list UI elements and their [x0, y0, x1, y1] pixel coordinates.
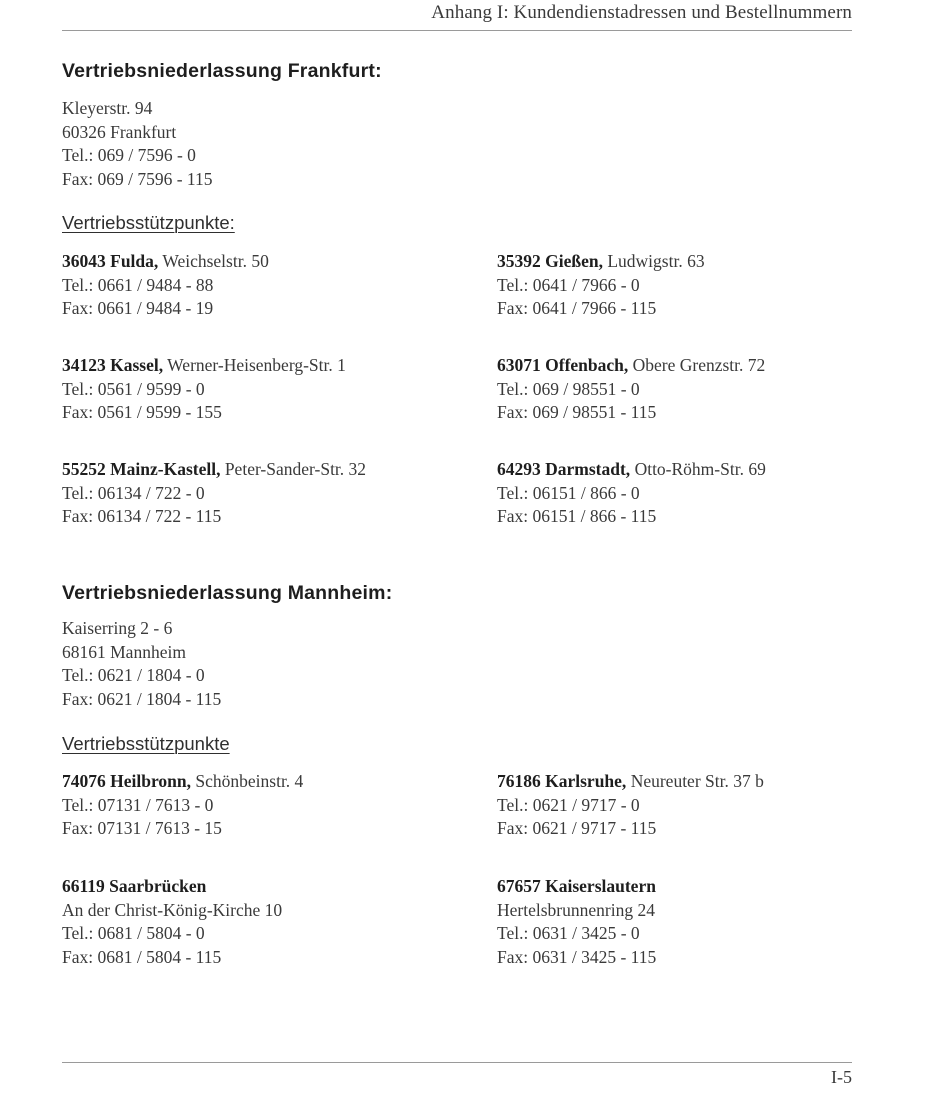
office-city: Saarbrücken	[109, 876, 207, 896]
office-city: Offenbach,	[545, 355, 629, 375]
office-phone: Tel.: 0661 / 9484 - 88	[62, 274, 214, 295]
office-fax: Fax: 0621 / 9717 - 115	[497, 818, 657, 838]
office-street: Peter-Sander-Str. 32	[220, 459, 367, 479]
office-plz: 55252	[62, 459, 106, 479]
office-kaiserslautern	[497, 875, 656, 969]
office-plz: 76186	[497, 771, 541, 791]
office-phone: Tel.: 0561 / 9599 - 0	[62, 378, 205, 399]
section-title-mannheim: Vertriebsniederlassung Mannheim:	[62, 582, 393, 604]
page-header: Anhang I: Kundendienstadressen und Bestellnummern	[431, 2, 852, 23]
office-phone: Tel.: 06151 / 866 - 0	[497, 482, 640, 503]
office-fax: Fax: 0631 / 3425 - 115	[497, 946, 657, 967]
office-plz: 66119	[62, 876, 105, 896]
office-plz: 63071	[497, 355, 541, 375]
office-city: Fulda,	[110, 251, 159, 271]
office-heilbronn	[62, 770, 303, 841]
city: 68161 Mannheim	[62, 641, 186, 662]
address-frankfurt	[62, 97, 213, 191]
office-street: Weichselstr. 50	[158, 251, 269, 271]
office-street: An der Christ-König-Kirche 10	[62, 899, 283, 920]
office-phone: Tel.: 0641 / 7966 - 0	[497, 274, 640, 295]
footer-rule	[62, 1062, 852, 1063]
office-plz: 64293	[497, 459, 541, 479]
office-plz: 36043	[62, 251, 106, 271]
address-mannheim	[62, 617, 221, 711]
office-kassel	[62, 354, 346, 425]
office-plz: 35392	[497, 251, 541, 271]
office-fax: Fax: 069 / 98551 - 115	[497, 402, 657, 422]
office-mainz-kastell	[62, 458, 366, 529]
city: 60326 Frankfurt	[62, 121, 177, 142]
office-plz: 34123	[62, 355, 106, 375]
office-phone: Tel.: 0631 / 3425 - 0	[497, 923, 640, 943]
phone: Tel.: 0621 / 1804 - 0	[62, 665, 205, 685]
street: Kaiserring 2 - 6	[62, 618, 173, 638]
office-phone: Tel.: 07131 / 7613 - 0	[62, 794, 214, 815]
office-city: Mainz-Kastell,	[110, 459, 221, 479]
office-plz: 67657	[497, 876, 541, 896]
header-rule	[62, 30, 852, 31]
fax: Fax: 069 / 7596 - 115	[62, 168, 213, 189]
office-phone: Tel.: 06134 / 722 - 0	[62, 482, 205, 503]
office-city: Darmstadt,	[545, 459, 631, 479]
office-giessen	[497, 250, 705, 321]
office-plz: 74076	[62, 771, 106, 791]
office-street: Schönbeinstr. 4	[191, 771, 304, 791]
office-offenbach	[497, 354, 765, 425]
office-fulda	[62, 250, 269, 321]
office-fax: Fax: 0641 / 7966 - 115	[497, 298, 657, 318]
subsection-title-frankfurt: Vertriebsstützpunkte:	[62, 212, 235, 233]
office-phone: Tel.: 0681 / 5804 - 0	[62, 923, 205, 943]
subsection-title-mannheim: Vertriebsstützpunkte	[62, 733, 230, 754]
office-fax: Fax: 06134 / 722 - 115	[62, 506, 222, 526]
section-title-frankfurt: Vertriebsniederlassung Frankfurt:	[62, 60, 382, 82]
office-phone: Tel.: 069 / 98551 - 0	[497, 378, 640, 399]
office-karlsruhe	[497, 770, 764, 841]
office-fax: Fax: 0681 / 5804 - 115	[62, 946, 222, 967]
office-fax: Fax: 0561 / 9599 - 155	[62, 402, 222, 422]
office-street: Obere Grenzstr. 72	[628, 355, 766, 375]
office-city: Kassel,	[110, 355, 164, 375]
street: Kleyerstr. 94	[62, 98, 153, 118]
office-city: Gießen,	[545, 251, 603, 271]
office-street: Hertelsbrunnenring 24	[497, 899, 655, 920]
fax: Fax: 0621 / 1804 - 115	[62, 688, 222, 709]
office-phone: Tel.: 0621 / 9717 - 0	[497, 794, 640, 815]
office-street: Ludwigstr. 63	[602, 251, 705, 271]
office-fax: Fax: 06151 / 866 - 115	[497, 506, 657, 526]
office-city: Kaiserslautern	[545, 876, 656, 896]
office-street: Neureuter Str. 37 b	[626, 771, 764, 791]
office-city: Heilbronn,	[110, 771, 192, 791]
page-number: I-5	[831, 1067, 852, 1087]
phone: Tel.: 069 / 7596 - 0	[62, 145, 196, 165]
office-darmstadt	[497, 458, 766, 529]
office-city: Karlsruhe,	[545, 771, 627, 791]
office-saarbruecken	[62, 875, 282, 969]
office-street: Werner-Heisenberg-Str. 1	[163, 355, 346, 375]
office-street: Otto-Röhm-Str. 69	[630, 459, 766, 479]
office-fax: Fax: 07131 / 7613 - 15	[62, 818, 222, 838]
office-fax: Fax: 0661 / 9484 - 19	[62, 298, 214, 318]
